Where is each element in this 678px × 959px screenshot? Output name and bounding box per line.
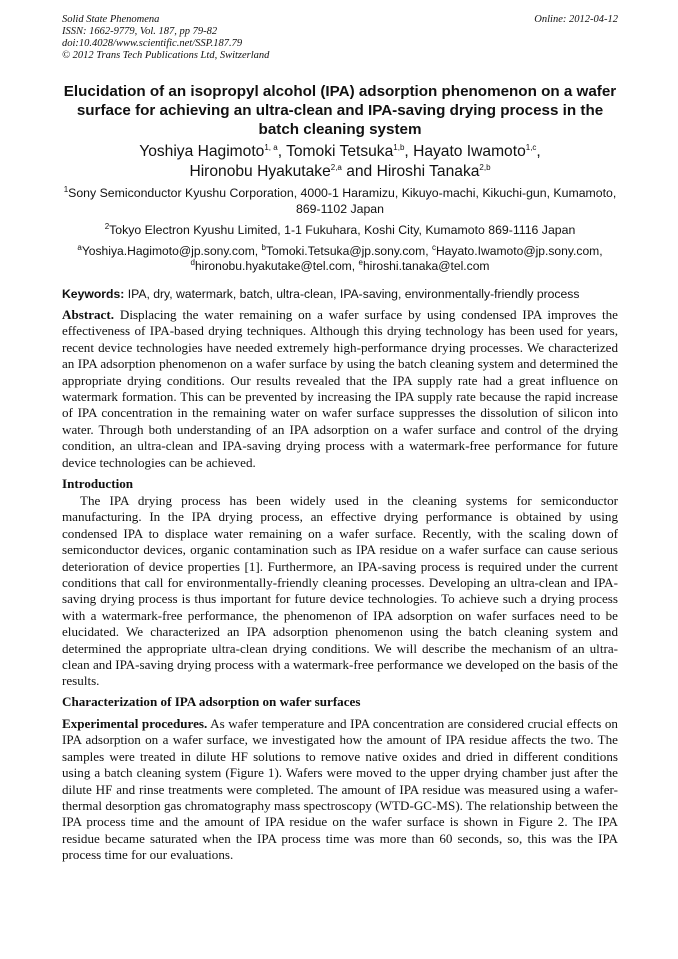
abstract-label: Abstract. — [62, 307, 114, 322]
journal-name: Solid State Phenomena — [62, 14, 160, 25]
email-link[interactable]: hiroshi.tanaka@tel.com — [362, 259, 490, 273]
affiliation-2 — [62, 222, 618, 238]
abstract — [62, 307, 618, 471]
author-name: Yoshiya Hagimoto — [139, 143, 265, 160]
email-sup: d — [190, 257, 195, 267]
author-name: Hayato Iwamoto — [413, 143, 526, 160]
affiliation-number: 2 — [104, 221, 110, 231]
journal-header — [62, 14, 618, 62]
email-sup: a — [77, 242, 82, 252]
experimental-procedures-label: Experimental procedures. — [62, 716, 208, 731]
abstract-text: Displacing the water remaining on a wafer surface by using condensed IPA improves the effectiveness of IPA-based drying techniques. Although this drying technology has been used for years, recent device technologies have needed extremely high-performance drying processes. We characterized an IPA adsorption phenomenon on a wafer surface by using the batch cleaning system and determined the appropriate drying conditions. Our results revealed that the IPA supply rate had a great influence on watermark formation. This can be prevented by increasing the IPA supply rate because the rapid increase of IPA concentration in the remaining water on wafer surface suppresses the dissolution of silicon into water. Through both understanding of an IPA adsorption on a wafer surface and control of the drying condition, an ultra-clean and IPA-saving drying process with a watermark-free performance for future device technologies can be achieved. — [62, 307, 618, 470]
email-sup: b — [261, 242, 266, 252]
email-link[interactable]: Tomoki.Tetsuka@jp.sony.com, — [265, 244, 429, 258]
author-affil-sup: 1,c — [525, 142, 537, 152]
author-list: Yoshiya Hagimoto$^{1, a}$, Tomoki Tetsuka$^{1,b}$, Hayato Iwamoto$^{1,c}$, Hironobu Hyakutake$^{2,a}$ and Hiroshi Tanaka$^{2,b}$ — [139, 142, 541, 180]
keywords-text: IPA, dry, watermark, batch, ultra-clean, IPA-saving, environmentally-friendly process — [127, 287, 580, 301]
email-link[interactable]: hironobu.hyakutake@tel.com, — [194, 259, 356, 273]
doi-line: doi:10.4028/www.scientific.net/SSP.187.79 — [62, 38, 243, 49]
email-list — [62, 244, 618, 274]
copyright-line: © 2012 Trans Tech Publications Ltd, Switzerland — [62, 50, 270, 61]
author-name: Hiroshi Tanaka — [376, 163, 480, 180]
affiliation-1 — [62, 185, 618, 217]
keywords-label: Keywords: — [62, 287, 125, 301]
author-affil-sup: 1, a — [264, 142, 278, 152]
paper-title: Elucidation of an isopropyl alcohol (IPA) adsorption phenomenon on a wafer surface for achieving an ultra-clean and IPA-saving drying process in the batch cleaning system — [63, 83, 617, 138]
keywords — [62, 286, 618, 302]
online-date: Online: 2012-04-12 — [534, 14, 618, 25]
characterization-paragraph — [62, 716, 618, 864]
email-link[interactable]: Hayato.Iwamoto@jp.sony.com, — [435, 244, 603, 258]
author-name: Hironobu Hyakutake — [189, 163, 331, 180]
characterization-text: As wafer temperature and IPA concentration are considered crucial effects on IPA adsorption on a wafer surface, we investigated how the amount of IPA residue affects the two. The samples were treated in dilute HF solutions to remove native oxides and dried in different conditions using a batch cleaning system (Figure 1). Wafers were moved to the upper drying chamber just after the dilute HF and rinse treatments were completed. The amount of IPA residue was measured using a wafer-thermal desorption gas chromatography mass spectroscopy (WTD-GC-MS). The relationship between the IPA process time and the amount of IPA residue on the wafer surface is shown in Figure 2. The IPA residue became saturated when the IPA process time was more than 60 seconds, so, this was the IPA process time for our evaluations. — [62, 716, 618, 863]
email-sup: e — [358, 257, 363, 267]
affiliation-text: Sony Semiconductor Kyushu Corporation, 4000-1 Haramizu, Kikuyo-machi, Kikuchi-gun, Kumamoto, 869-1102 Japan — [68, 186, 617, 216]
affiliation-text: Tokyo Electron Kyushu Limited, 1-1 Fukuhara, Koshi City, Kumamoto 869-1116 Japan — [109, 223, 576, 237]
author-name: Tomoki Tetsuka — [286, 143, 394, 160]
author-affil-sup: 2,a — [330, 162, 342, 172]
email-link[interactable]: Yoshiya.Hagimoto@jp.sony.com, — [81, 244, 259, 258]
author-affil-sup: 1,b — [393, 142, 405, 152]
issn-line: ISSN: 1662-9779, Vol. 187, pp 79-82 — [62, 26, 218, 37]
introduction-text: The IPA drying process has been widely used in the cleaning systems for semiconductor manufacturing. In the IPA drying process, an effective drying performance is obtained by using condensed IPA to displace water remaining on a wafer surface. Recently, with the scaling down of semiconductor devices, organic contamination such as IPA residue on a wafer surface can cause serious deterioration of device properties [1]. Furthermore, an IPA-saving process is required under the current conditions that call for environmentally-friendly cleaning processes. Developing an ultra-clean and IPA-saving drying process is thus important for future device technologies. To achieve such a drying process with a watermark-free performance, the phenomenon of IPA adsorption on wafer surfaces need to be elucidated. We characterized an IPA adsorption phenomenon using the batch cleaning system and determined the appropriate ultra-clean drying conditions. We will describe the mechanism of an ultra-clean and IPA-saving drying process with a watermark-free performance we developed on the basis of the results. — [62, 493, 618, 689]
email-sup: c — [431, 242, 436, 252]
affiliation-number: 1 — [63, 184, 69, 194]
characterization-heading: Characterization of IPA adsorption on wafer surfaces — [62, 694, 361, 709]
introduction-heading: Introduction — [62, 476, 134, 491]
author-affil-sup: 2,b — [479, 162, 491, 172]
